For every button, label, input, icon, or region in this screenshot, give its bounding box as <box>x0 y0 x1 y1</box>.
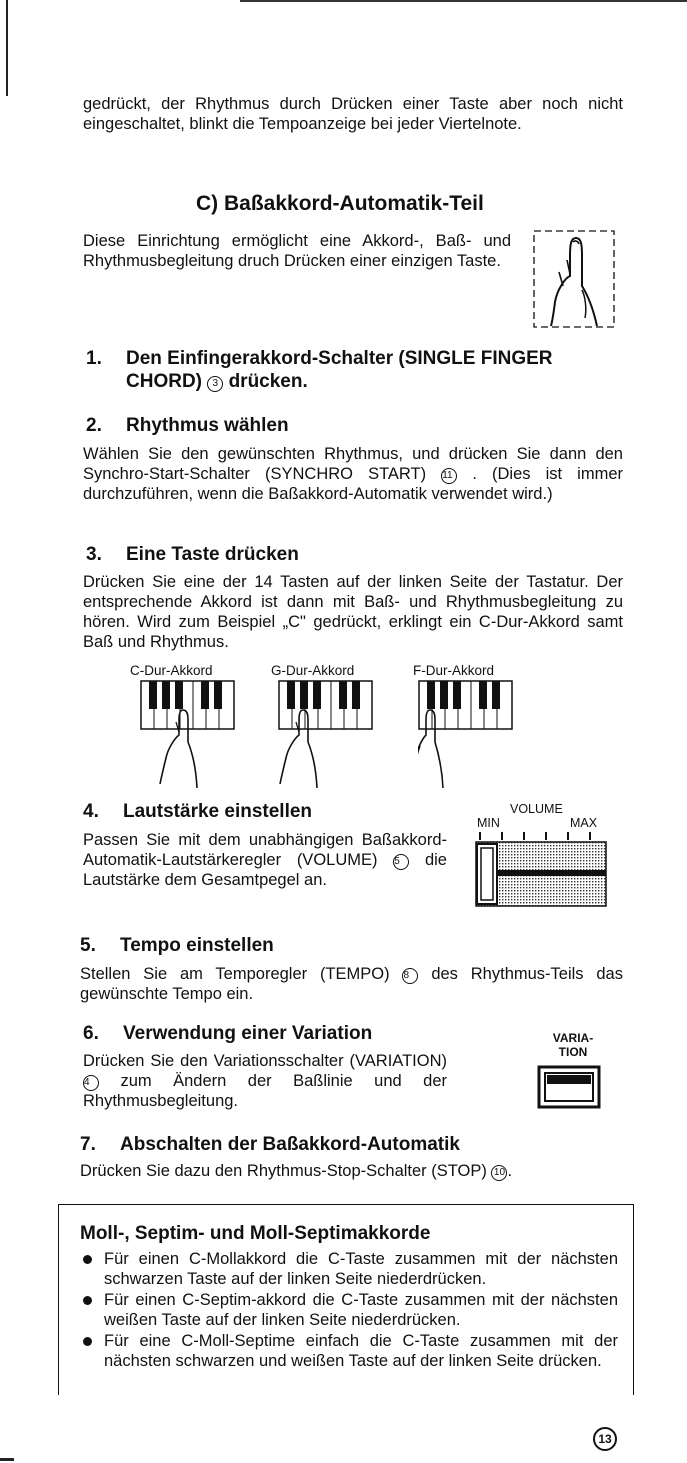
step-number: 6. <box>83 1023 99 1044</box>
step-4-text-b: die Lautstärke dem Gesamtpegel an. <box>83 851 447 889</box>
step-6-text <box>83 1051 447 1111</box>
control-reference-badge: 8 <box>402 968 418 984</box>
step-2-text <box>83 444 623 504</box>
step-4-text-a: Passen Sie mit dem unabhängigen Baßakkord-Automatik-Lautstärkeregler (VOLUME) <box>83 831 447 869</box>
page-number-text: 13 <box>593 1427 617 1451</box>
list-item: Für einen C-Mollakkord die C-Taste zusammen mit der nächsten schwarzen Taste auf der linken Seite niederdrücken. <box>80 1249 618 1289</box>
step-5-text-b: des Rhythmus-Teils das gewünschte Tempo ein. <box>80 965 623 1003</box>
step-3-text: Drücken Sie eine der 14 Tasten auf der linken Seite der Tastatur. Der entsprechende Akkord ist dann mit Baß- und Rhythmusbegleitung zu hören. Wird zum Beispiel „C" gedrückt, erklingt ein C-Dur-Akkord samt Baß und Rhythmus. <box>83 573 623 651</box>
control-reference-badge: 5 <box>393 854 409 870</box>
step-number: 2. <box>86 415 102 436</box>
step-1-title: Den Einfingerakkord-Schalter (SINGLE FINGER <box>126 348 553 369</box>
volume-min-label: MIN <box>477 816 500 830</box>
variation-label-line-1: VARIA- <box>552 1031 594 1045</box>
step-7-heading <box>80 1133 460 1156</box>
step-number: 1. <box>86 348 102 369</box>
step-6-text-a: Drücken Sie den Variationsschalter (VARIATION) <box>83 1052 447 1070</box>
step-5-text-a: Stellen Sie am Temporegler (TEMPO) <box>80 965 390 983</box>
control-reference-badge: 3 <box>207 376 223 392</box>
keyboard-illustration-f <box>418 680 514 790</box>
volume-label: VOLUME <box>510 802 563 816</box>
step-1-title-cont: CHORD) <box>126 371 202 392</box>
step-4-heading <box>83 800 312 823</box>
volume-slider[interactable] <box>472 830 610 910</box>
control-reference-badge: 4 <box>83 1075 99 1091</box>
page-left-edge <box>6 0 8 96</box>
step-3-title: Eine Taste drücken <box>126 544 299 565</box>
keyboard-label: C-Dur-Akkord <box>130 663 213 678</box>
step-2-text-a: Wählen Sie den gewünschten Rhythmus, und drücken Sie dann den Synchro-Start-Schalter (SYNCHRO START) <box>83 445 623 483</box>
step-6-title: Verwendung einer Variation <box>123 1023 373 1044</box>
step-5-heading <box>80 934 274 957</box>
page-bottom-mark <box>0 1458 14 1461</box>
step-number: 3. <box>86 544 102 565</box>
keyboard-label: G-Dur-Akkord <box>271 663 355 678</box>
keyboard-label: F-Dur-Akkord <box>413 663 495 678</box>
step-2-text-b: . (Dies ist immer durchzuführen, wenn die Baßakkord-Automatik verwendet wird.) <box>83 465 624 503</box>
step-1-title-end: drücken. <box>228 371 308 392</box>
step-7-title: Abschalten der Baßakkord-Automatik <box>120 1134 460 1155</box>
step-number: 7. <box>80 1134 96 1155</box>
keyboard-illustration-g <box>278 680 374 790</box>
variation-label-line-2: TION <box>558 1045 588 1059</box>
page-number <box>593 1427 617 1451</box>
step-number: 5. <box>80 935 96 956</box>
step-6-heading <box>83 1022 372 1045</box>
hand-pointer-icon <box>533 230 615 328</box>
step-7-text <box>80 1161 640 1181</box>
step-5-title: Tempo einstellen <box>120 935 274 956</box>
step-6-text-b: zum Ändern der Baßlinie und der Rhythmusbegleitung. <box>83 1072 447 1110</box>
note-bullet-list <box>80 1249 618 1372</box>
intro-paragraph: gedrückt, der Rhythmus durch Drücken einer Taste aber noch nicht eingeschaltet, blinkt die Tempoanzeige bei jeder Viertelnote. <box>83 95 623 133</box>
step-4-text <box>83 830 447 890</box>
step-2-title: Rhythmus wählen <box>126 415 289 436</box>
step-1-heading <box>86 347 646 393</box>
step-7-text-a: Drücken Sie dazu den Rhythmus-Stop-Schalter (STOP) <box>80 1162 487 1180</box>
control-reference-badge: 10 <box>491 1165 507 1181</box>
step-number: 4. <box>83 801 99 822</box>
section-intro: Diese Einrichtung ermöglicht eine Akkord-, Baß- und Rhythmusbegleitung druch Drücken einer einzigen Taste. <box>83 232 511 270</box>
control-reference-badge: 11 <box>441 468 457 484</box>
note-title: Moll-, Septim- und Moll-Septimakkorde <box>80 1223 431 1244</box>
list-item: Für eine C-Moll-Septime einfach die C-Taste zusammen mit der nächsten schwarzen und weißen Taste auf der linken Seite drücken. <box>80 1331 618 1371</box>
variation-button[interactable] <box>537 1065 601 1109</box>
list-item: Für einen C-Septim-akkord die C-Taste zusammen mit der nächsten weißen Taste auf der linken Seite niederdrücken. <box>80 1290 618 1330</box>
step-3-heading <box>86 543 299 566</box>
volume-max-label: MAX <box>570 816 598 830</box>
step-2-heading <box>86 414 289 437</box>
step-7-text-b: . <box>507 1162 513 1180</box>
section-title: C) Baßakkord-Automatik-Teil <box>196 192 484 215</box>
keyboard-illustration-c <box>140 680 236 790</box>
step-5-text <box>80 964 623 1004</box>
step-4-title: Lautstärke einstellen <box>123 801 313 822</box>
page-top-edge <box>240 0 687 2</box>
variation-label <box>543 1031 603 1059</box>
